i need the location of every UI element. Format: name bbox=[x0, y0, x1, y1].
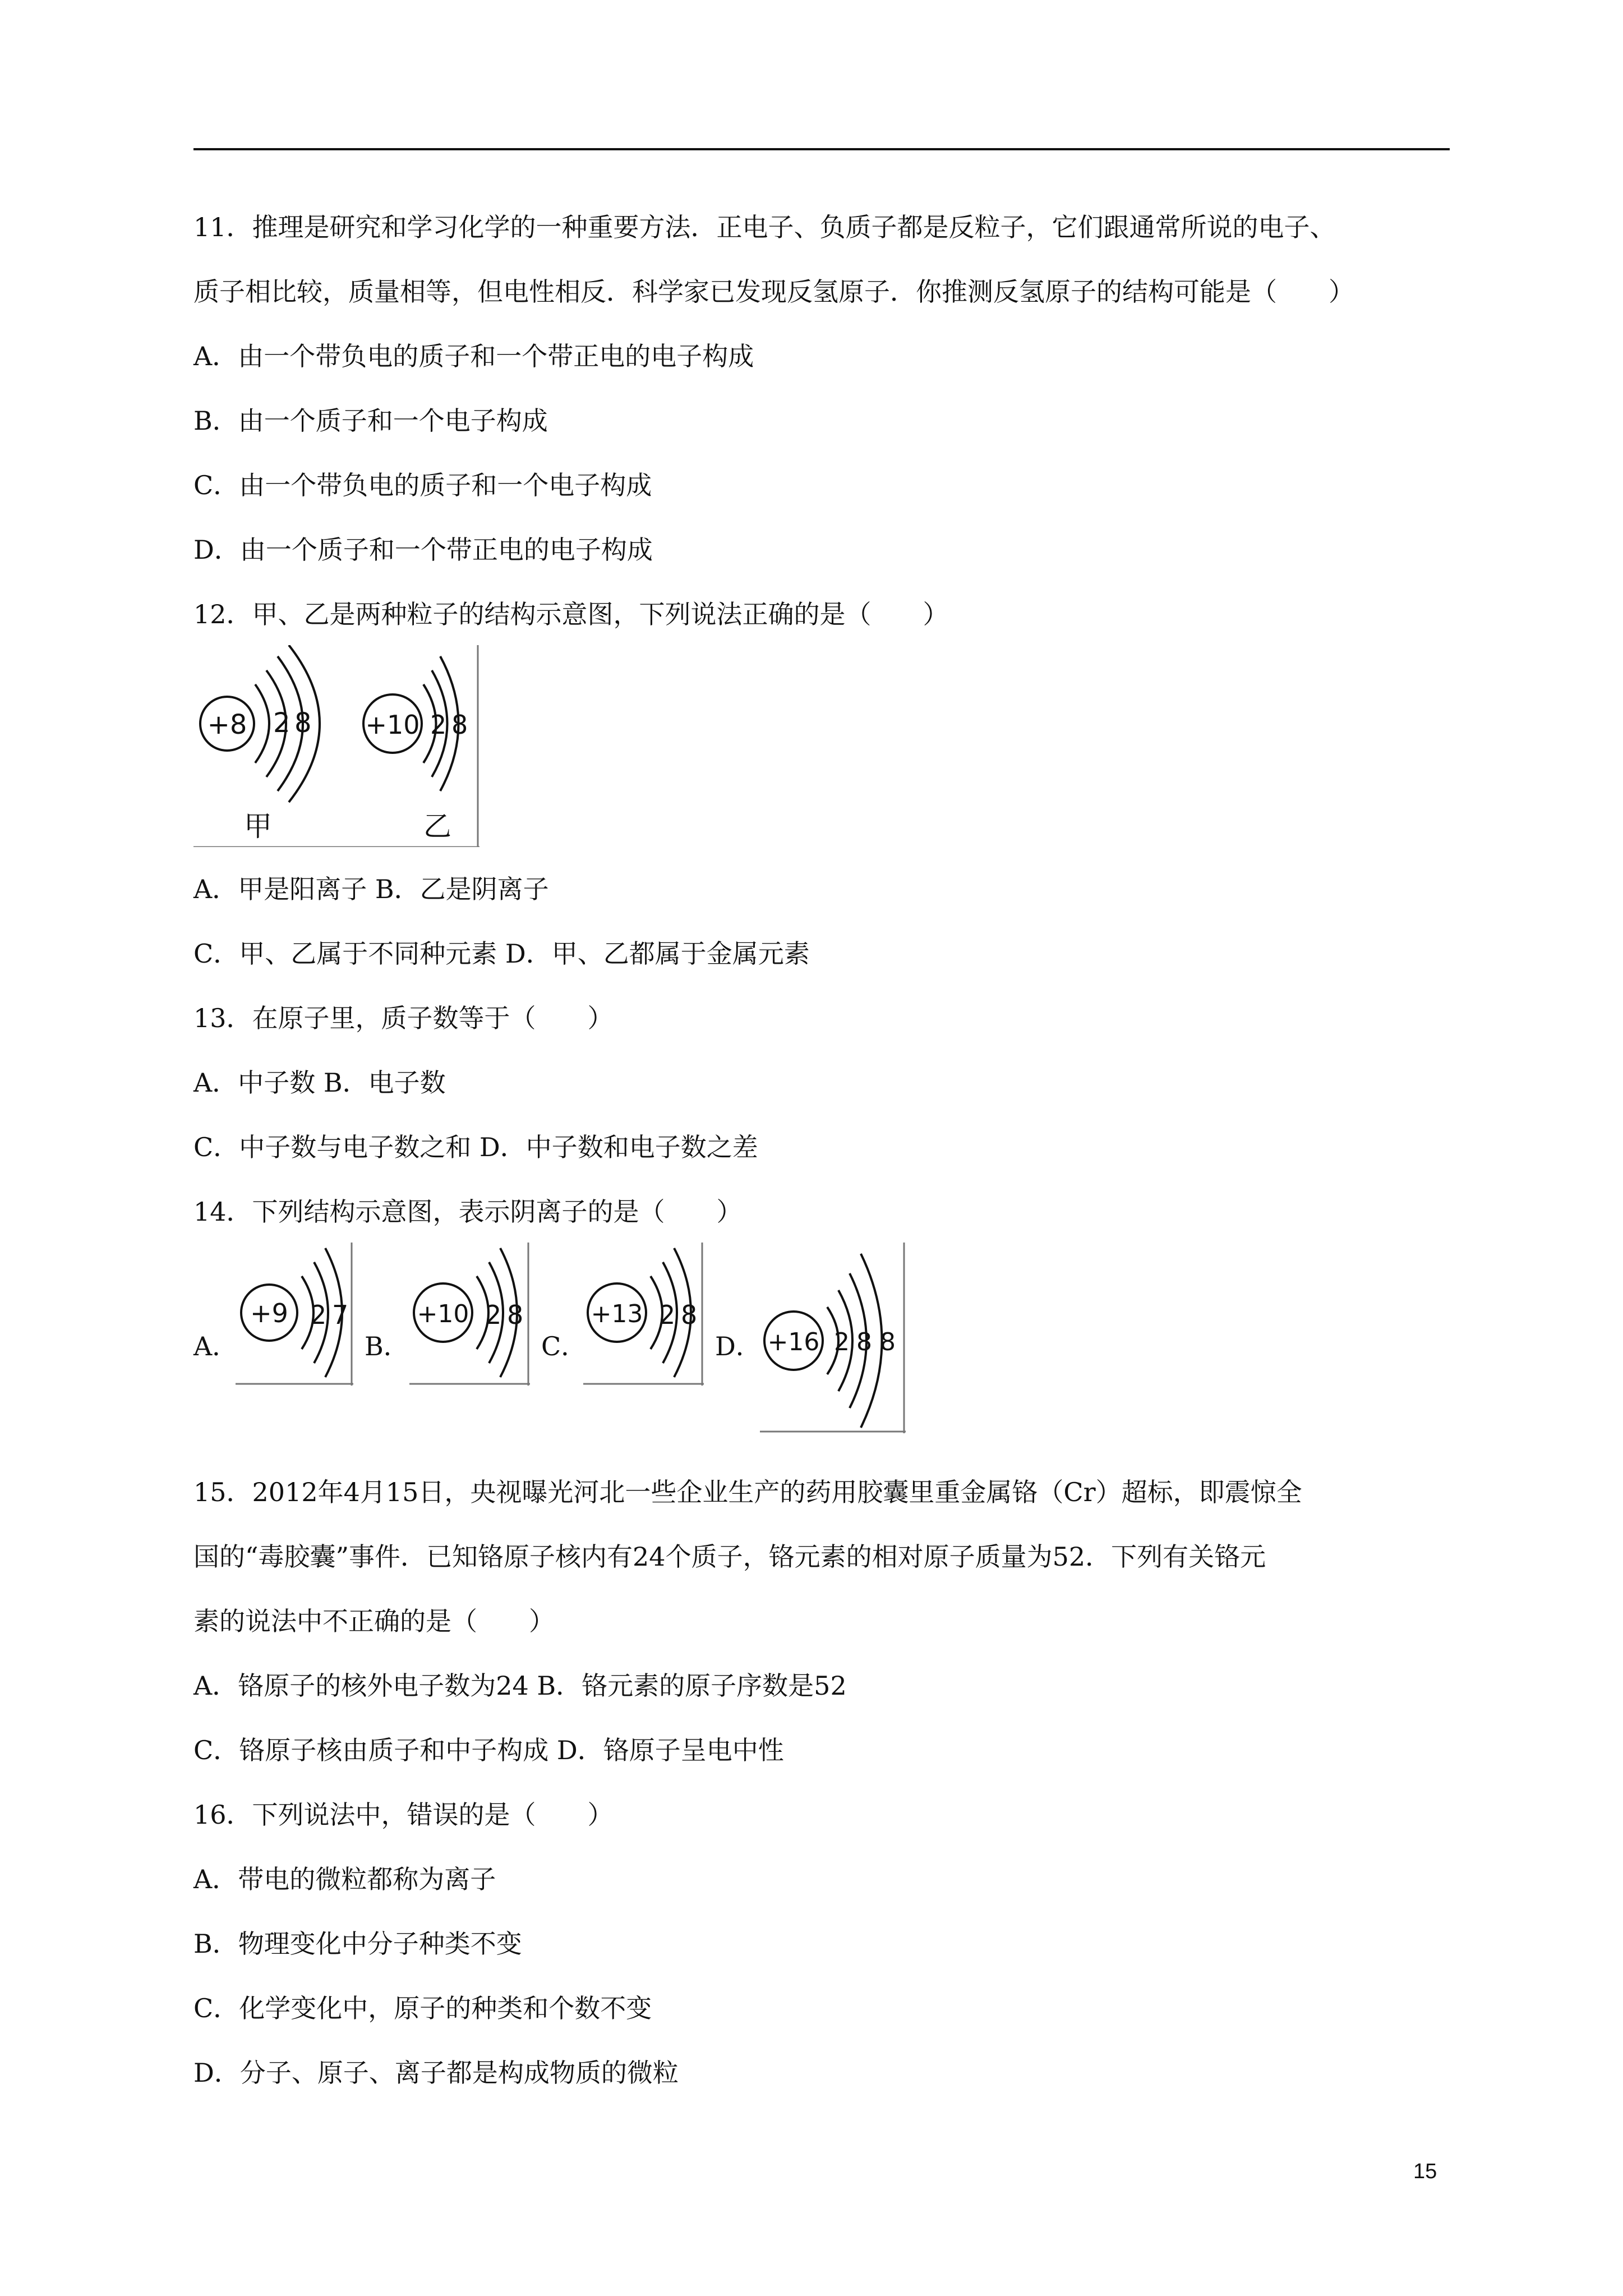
q14-c-shell-2: 8 bbox=[681, 1300, 698, 1330]
q12-stem: 12．甲、乙是两种粒子的结构示意图，下列说法正确的是（ ） bbox=[193, 599, 949, 629]
q14-option-a-label: A． bbox=[193, 1331, 238, 1361]
q14-b-nucleus: +10 bbox=[417, 1300, 469, 1328]
q14-option-b-diagram bbox=[409, 1243, 530, 1386]
q14-a-shell-1: 2 bbox=[310, 1300, 327, 1330]
q16-option-a: A．带电的微粒都称为离子 bbox=[193, 1864, 496, 1894]
q12-yi-nucleus: +10 bbox=[365, 710, 420, 740]
q11-option-d: D．由一个质子和一个带正电的电子构成 bbox=[193, 535, 653, 565]
q11-stem-line2: 质子相比较，质量相等，但电性相反．科学家已发现反氢原子．你推测反氢原子的结构可能是（ ） bbox=[193, 277, 1354, 307]
q14-option-c-diagram bbox=[583, 1243, 704, 1386]
q12-jia-nucleus: +8 bbox=[207, 709, 247, 740]
q12-yi-caption: 乙 bbox=[423, 810, 451, 843]
q14-b-shell-2: 8 bbox=[507, 1300, 524, 1330]
q16-option-b: B．物理变化中分子种类不变 bbox=[193, 1929, 522, 1959]
q15-stem-line1: 15．2012年4月15日，央视曝光河北一些企业生产的药用胶囊里重金属铬（Cr）超标，即震惊全 bbox=[193, 1477, 1302, 1507]
q14-d-shell-1: 2 bbox=[834, 1328, 850, 1356]
q12-figure bbox=[193, 645, 479, 847]
q13-options-line2: C．中子数与电子数之和 D．中子数和电子数之差 bbox=[193, 1132, 758, 1162]
q16-option-c: C．化学变化中，原子的种类和个数不变 bbox=[193, 1993, 652, 2023]
q12-options-line1: A．甲是阳离子 B．乙是阴离子 bbox=[193, 874, 549, 904]
q14-option-d-label: D． bbox=[715, 1331, 762, 1361]
q12-jia-shell-2: 8 bbox=[294, 707, 312, 739]
q12-structure-diagrams bbox=[193, 645, 479, 847]
header-rule bbox=[193, 148, 1450, 150]
q14-stem: 14．下列结构示意图，表示阴离子的是（ ） bbox=[193, 1197, 743, 1227]
q14-d-shell-2: 8 bbox=[856, 1328, 872, 1356]
q14-d-nucleus: +16 bbox=[767, 1328, 820, 1356]
q12-jia-shell-1: 2 bbox=[273, 707, 291, 739]
q12-yi-shell-1: 2 bbox=[430, 710, 447, 740]
q12-jia-caption: 甲 bbox=[244, 810, 272, 843]
q13-options-line1: A．中子数 B．电子数 bbox=[193, 1068, 446, 1098]
q13-stem: 13．在原子里，质子数等于（ ） bbox=[193, 1003, 614, 1033]
q15-options-line2: C．铬原子核由质子和中子构成 D．铬原子呈电中性 bbox=[193, 1735, 784, 1765]
q14-c-shell-1: 2 bbox=[659, 1300, 676, 1330]
q16-option-d: D．分子、原子、离子都是构成物质的微粒 bbox=[193, 2058, 679, 2088]
q12-options-line2: C．甲、乙属于不同种元素 D．甲、乙都属于金属元素 bbox=[193, 938, 810, 969]
q15-stem-line3: 素的说法中不正确的是（ ） bbox=[193, 1606, 555, 1636]
q14-a-shell-2: 7 bbox=[332, 1300, 349, 1330]
page-number: 15 bbox=[1413, 2160, 1437, 2183]
q11-option-a: A．由一个带负电的质子和一个带正电的电子构成 bbox=[193, 341, 754, 371]
q14-option-d-diagram bbox=[760, 1243, 906, 1433]
q16-stem: 16．下列说法中，错误的是（ ） bbox=[193, 1800, 614, 1830]
q11-stem-line1: 11．推理是研究和学习化学的一种重要方法．正电子、负质子都是反粒子，它们跟通常所说的电子、 bbox=[193, 212, 1336, 242]
q15-options-line1: A．铬原子的核外电子数为24 B．铬元素的原子序数是52 bbox=[193, 1671, 847, 1701]
q11-option-c: C．由一个带负电的质子和一个电子构成 bbox=[193, 470, 652, 500]
q14-option-c-label: C． bbox=[541, 1331, 587, 1361]
q14-option-b-label: B． bbox=[365, 1331, 409, 1361]
q11-option-b: B．由一个质子和一个电子构成 bbox=[193, 406, 548, 436]
q14-c-nucleus: +13 bbox=[591, 1300, 643, 1328]
q14-b-shell-1: 2 bbox=[485, 1300, 502, 1330]
q14-d-shell-3: 8 bbox=[880, 1328, 896, 1356]
q12-yi-shell-2: 8 bbox=[451, 710, 468, 740]
q14-a-nucleus: +9 bbox=[250, 1298, 288, 1328]
q15-stem-line2: 国的“毒胶囊”事件．已知铬原子核内有24个质子，铬元素的相对原子质量为52．下列有关铬元 bbox=[193, 1542, 1266, 1572]
q14-option-a-diagram bbox=[236, 1243, 353, 1386]
